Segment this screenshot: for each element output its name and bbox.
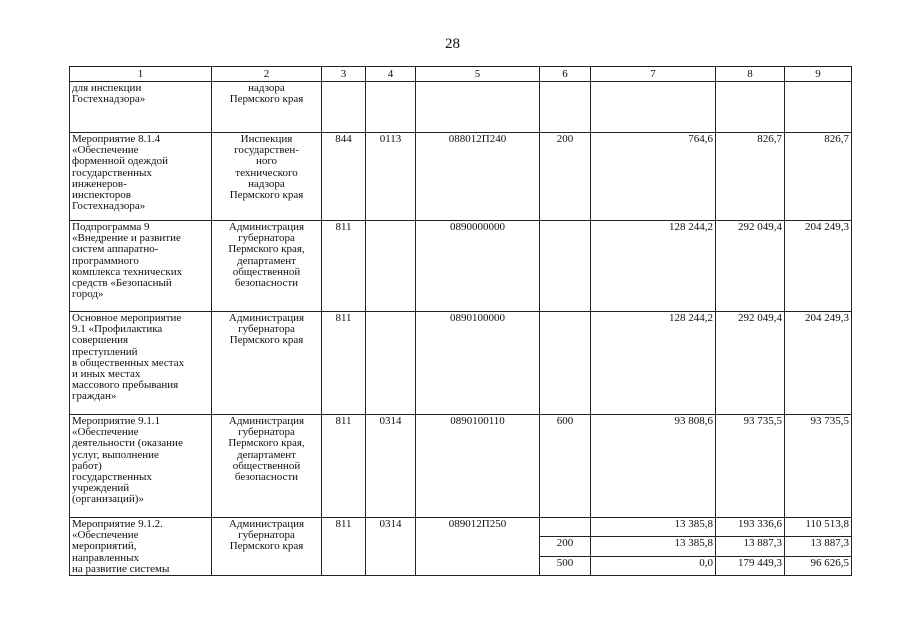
- cell-c9: [785, 82, 852, 133]
- cell-c7: 128 244,2: [591, 312, 716, 415]
- cell-c4: [366, 312, 416, 415]
- cell-c6: 600: [540, 415, 591, 518]
- cell-c8: [716, 82, 785, 133]
- cell-c3: 811: [322, 221, 366, 312]
- table-row: [70, 133, 852, 221]
- cell-c4: 0314: [366, 415, 416, 518]
- cell-executor: надзора Пермского края: [212, 82, 322, 133]
- cell-c6: 500: [540, 556, 591, 575]
- cell-c4: [366, 221, 416, 312]
- cell-name: для инспекции Гостехнадзора»: [70, 82, 212, 133]
- cell-c3: 811: [322, 312, 366, 415]
- cell-c8: 179 449,3: [716, 556, 785, 575]
- header-cell: 1: [70, 67, 212, 82]
- cell-c7: 93 808,6: [591, 415, 716, 518]
- header-cell: 3: [322, 67, 366, 82]
- cell-c7: 128 244,2: [591, 221, 716, 312]
- cell-c8: 292 049,4: [716, 312, 785, 415]
- table-row: [70, 221, 852, 312]
- header-cell: 5: [416, 67, 540, 82]
- cell-c6: [540, 518, 591, 537]
- header-cell: 9: [785, 67, 852, 82]
- cell-c8: 826,7: [716, 133, 785, 221]
- cell-c5: 0890000000: [416, 221, 540, 312]
- cell-c4: [366, 82, 416, 133]
- table-row: [70, 82, 852, 133]
- header-cell: 8: [716, 67, 785, 82]
- cell-c6: [540, 82, 591, 133]
- cell-c9: 96 626,5: [785, 556, 852, 575]
- header-row: [70, 67, 852, 82]
- header-cell: 6: [540, 67, 591, 82]
- cell-c3: [322, 82, 366, 133]
- cell-c8: 13 887,3: [716, 537, 785, 556]
- cell-c6: [540, 221, 591, 312]
- cell-c3: 811: [322, 415, 366, 518]
- page-number: 28: [445, 36, 460, 52]
- cell-c7: [591, 82, 716, 133]
- budget-table: [69, 66, 852, 576]
- cell-c8: 93 735,5: [716, 415, 785, 518]
- cell-executor: Администрация губернатора Пермского края, департамент общественной безопасности: [212, 221, 322, 312]
- cell-c9: 110 513,8: [785, 518, 852, 537]
- cell-c7: 13 385,8: [591, 518, 716, 537]
- table-subrow: [70, 518, 852, 537]
- table-row: [70, 415, 852, 518]
- cell-executor: Администрация губернатора Пермского края: [212, 518, 322, 576]
- header-cell: 2: [212, 67, 322, 82]
- cell-c5: [416, 82, 540, 133]
- cell-c5: 0890100110: [416, 415, 540, 518]
- cell-name: Мероприятие 9.1.2. «Обеспечение мероприятий, направленных на развитие системы: [70, 518, 212, 576]
- cell-c9: 93 735,5: [785, 415, 852, 518]
- cell-c6: 200: [540, 537, 591, 556]
- cell-c7: 764,6: [591, 133, 716, 221]
- cell-c6: [540, 312, 591, 415]
- cell-c5: 089012П250: [416, 518, 540, 576]
- cell-name: Основное мероприятие 9.1 «Профилактика совершения преступлений в общественных местах и иных местах массового пребывания граждан»: [70, 312, 212, 415]
- cell-c9: 204 249,3: [785, 312, 852, 415]
- cell-c5: 0890100000: [416, 312, 540, 415]
- cell-c8: 193 336,6: [716, 518, 785, 537]
- cell-c3: 811: [322, 518, 366, 576]
- table-body: [70, 67, 852, 576]
- cell-c9: 826,7: [785, 133, 852, 221]
- cell-executor: Администрация губернатора Пермского края: [212, 312, 322, 415]
- cell-c4: 0113: [366, 133, 416, 221]
- cell-executor: Администрация губернатора Пермского края, департамент общественной безопасности: [212, 415, 322, 518]
- header-cell: 7: [591, 67, 716, 82]
- cell-name: Подпрограмма 9 «Внедрение и развитие систем аппаратно- программного комплекса технических средств «Безопасный город»: [70, 221, 212, 312]
- cell-c7: 13 385,8: [591, 537, 716, 556]
- cell-c9: 204 249,3: [785, 221, 852, 312]
- header-cell: 4: [366, 67, 416, 82]
- cell-c6: 200: [540, 133, 591, 221]
- table-row: [70, 312, 852, 415]
- cell-executor: Инспекция государствен- ного технического надзора Пермского края: [212, 133, 322, 221]
- cell-c5: 088012П240: [416, 133, 540, 221]
- cell-c4: 0314: [366, 518, 416, 576]
- cell-c9: 13 887,3: [785, 537, 852, 556]
- cell-name: Мероприятие 8.1.4 «Обеспечение форменной одеждой государственных инженеров- инспекторов Гостехнадзора»: [70, 133, 212, 221]
- cell-name: Мероприятие 9.1.1 «Обеспечение деятельности (оказание услуг, выполнение работ) государственных учреждений (организаций)»: [70, 415, 212, 518]
- cell-c3: 844: [322, 133, 366, 221]
- cell-c7: 0,0: [591, 556, 716, 575]
- cell-c8: 292 049,4: [716, 221, 785, 312]
